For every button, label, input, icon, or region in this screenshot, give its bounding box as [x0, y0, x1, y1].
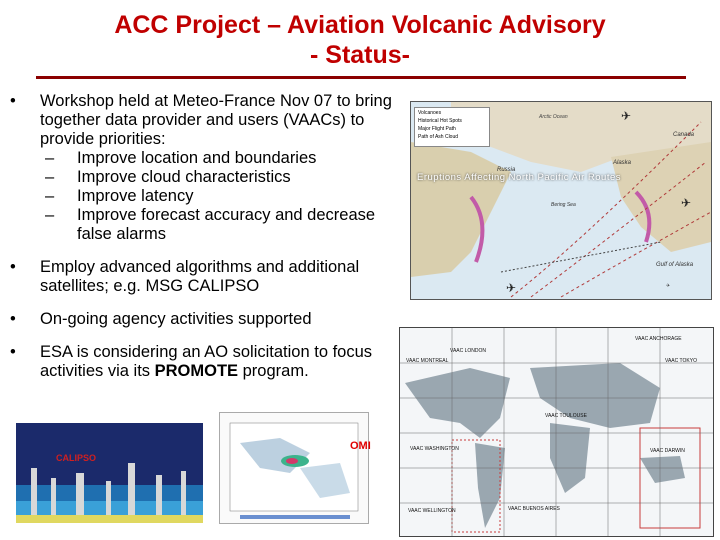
- vaac-label: VAAC DARWIN: [650, 448, 685, 454]
- bullet-text: Workshop held at Meteo-France Nov 07 to bring together data provider and users (VAACs) to provide priorities:: [40, 92, 392, 148]
- bullet-text: Employ advanced algorithms and additional satellites; e.g. MSG CALIPSO: [40, 258, 360, 295]
- bullet-marker: •: [10, 92, 16, 110]
- svg-text:✈: ✈: [506, 281, 517, 295]
- svg-text:✈: ✈: [681, 196, 692, 210]
- bullet-item: [10, 92, 410, 244]
- vaac-label: VAAC MONTREAL: [406, 358, 449, 364]
- bullet-text-part: program.: [238, 362, 309, 380]
- legend-item: Major Flight Path: [418, 126, 456, 132]
- slide-title: ACC Project – Aviation Volcanic Advisory: [114, 11, 606, 39]
- legend-item: Path of Ash Cloud: [418, 134, 459, 140]
- sub-bullet-marker: –: [45, 168, 55, 186]
- omi-label: OMI: [350, 440, 371, 452]
- sub-bullet-list: [40, 149, 410, 244]
- svg-text:✈: ✈: [621, 109, 632, 123]
- map-caption: Eruptions Affecting North Pacific Air Routes: [417, 172, 621, 183]
- vaac-label: VAAC ANCHORAGE: [635, 336, 682, 342]
- bullet-text-part: ESA is considering an AO solicitation to focus activities via its: [40, 343, 373, 380]
- slide-subtitle: - Status-: [310, 41, 410, 69]
- bullet-marker: •: [10, 258, 16, 276]
- map-label: Bering Sea: [551, 202, 576, 208]
- bullet-text: [40, 343, 372, 380]
- map-label: Russia: [497, 167, 516, 173]
- bullet-text: On-going agency activities supported: [40, 310, 312, 328]
- north-pacific-eruptions-map: [410, 101, 712, 300]
- sub-bullet-marker: –: [45, 149, 55, 167]
- promote-program-name: PROMOTE: [154, 362, 239, 380]
- calipso-label: CALIPSO: [56, 453, 97, 463]
- map-label: Gulf of Alaska: [656, 262, 694, 268]
- vaac-label: VAAC TOULOUSE: [545, 413, 587, 419]
- sub-bullet-text: Improve forecast accuracy and decrease false alarms: [77, 206, 376, 243]
- sub-bullet-marker: –: [45, 206, 55, 224]
- bullet-item: [10, 343, 410, 381]
- sub-bullet-text: Improve location and boundaries: [77, 149, 317, 167]
- omi-graphic: [220, 413, 368, 523]
- map-legend: [414, 107, 490, 147]
- legend-item: Volcanoes: [418, 110, 442, 116]
- bullet-item: [10, 310, 410, 329]
- vaac-label: VAAC BUENOS AIRES: [508, 506, 560, 512]
- map-label: Alaska: [613, 160, 632, 166]
- svg-text:✈: ✈: [666, 283, 671, 289]
- vaac-label: VAAC WASHINGTON: [410, 446, 459, 452]
- vaac-label: VAAC TOKYO: [665, 358, 697, 364]
- bullet-item: [10, 258, 410, 296]
- bullet-list: [10, 92, 410, 395]
- calipso-graphic: [16, 423, 203, 523]
- map-label: Arctic Ocean: [539, 114, 568, 120]
- legend-item: Historical Hot Spots: [418, 118, 462, 124]
- map-label: Canada: [673, 132, 695, 138]
- vaac-label: VAAC LONDON: [450, 348, 487, 354]
- sub-bullet-item: [40, 206, 410, 244]
- sub-bullet-item: [40, 149, 410, 168]
- sub-bullet-item: [40, 187, 410, 206]
- vaac-regions-map: [399, 327, 714, 537]
- vaac-label: VAAC WELLINGTON: [408, 508, 456, 514]
- bullet-marker: •: [10, 310, 16, 328]
- sub-bullet-text: Improve cloud characteristics: [77, 168, 291, 186]
- title-divider: [36, 76, 686, 79]
- sub-bullet-text: Improve latency: [77, 187, 194, 205]
- calipso-profile-image: [16, 423, 203, 523]
- bullet-marker: •: [10, 343, 16, 361]
- omi-image: [219, 412, 369, 524]
- sub-bullet-marker: –: [45, 187, 55, 205]
- sub-bullet-item: [40, 168, 410, 187]
